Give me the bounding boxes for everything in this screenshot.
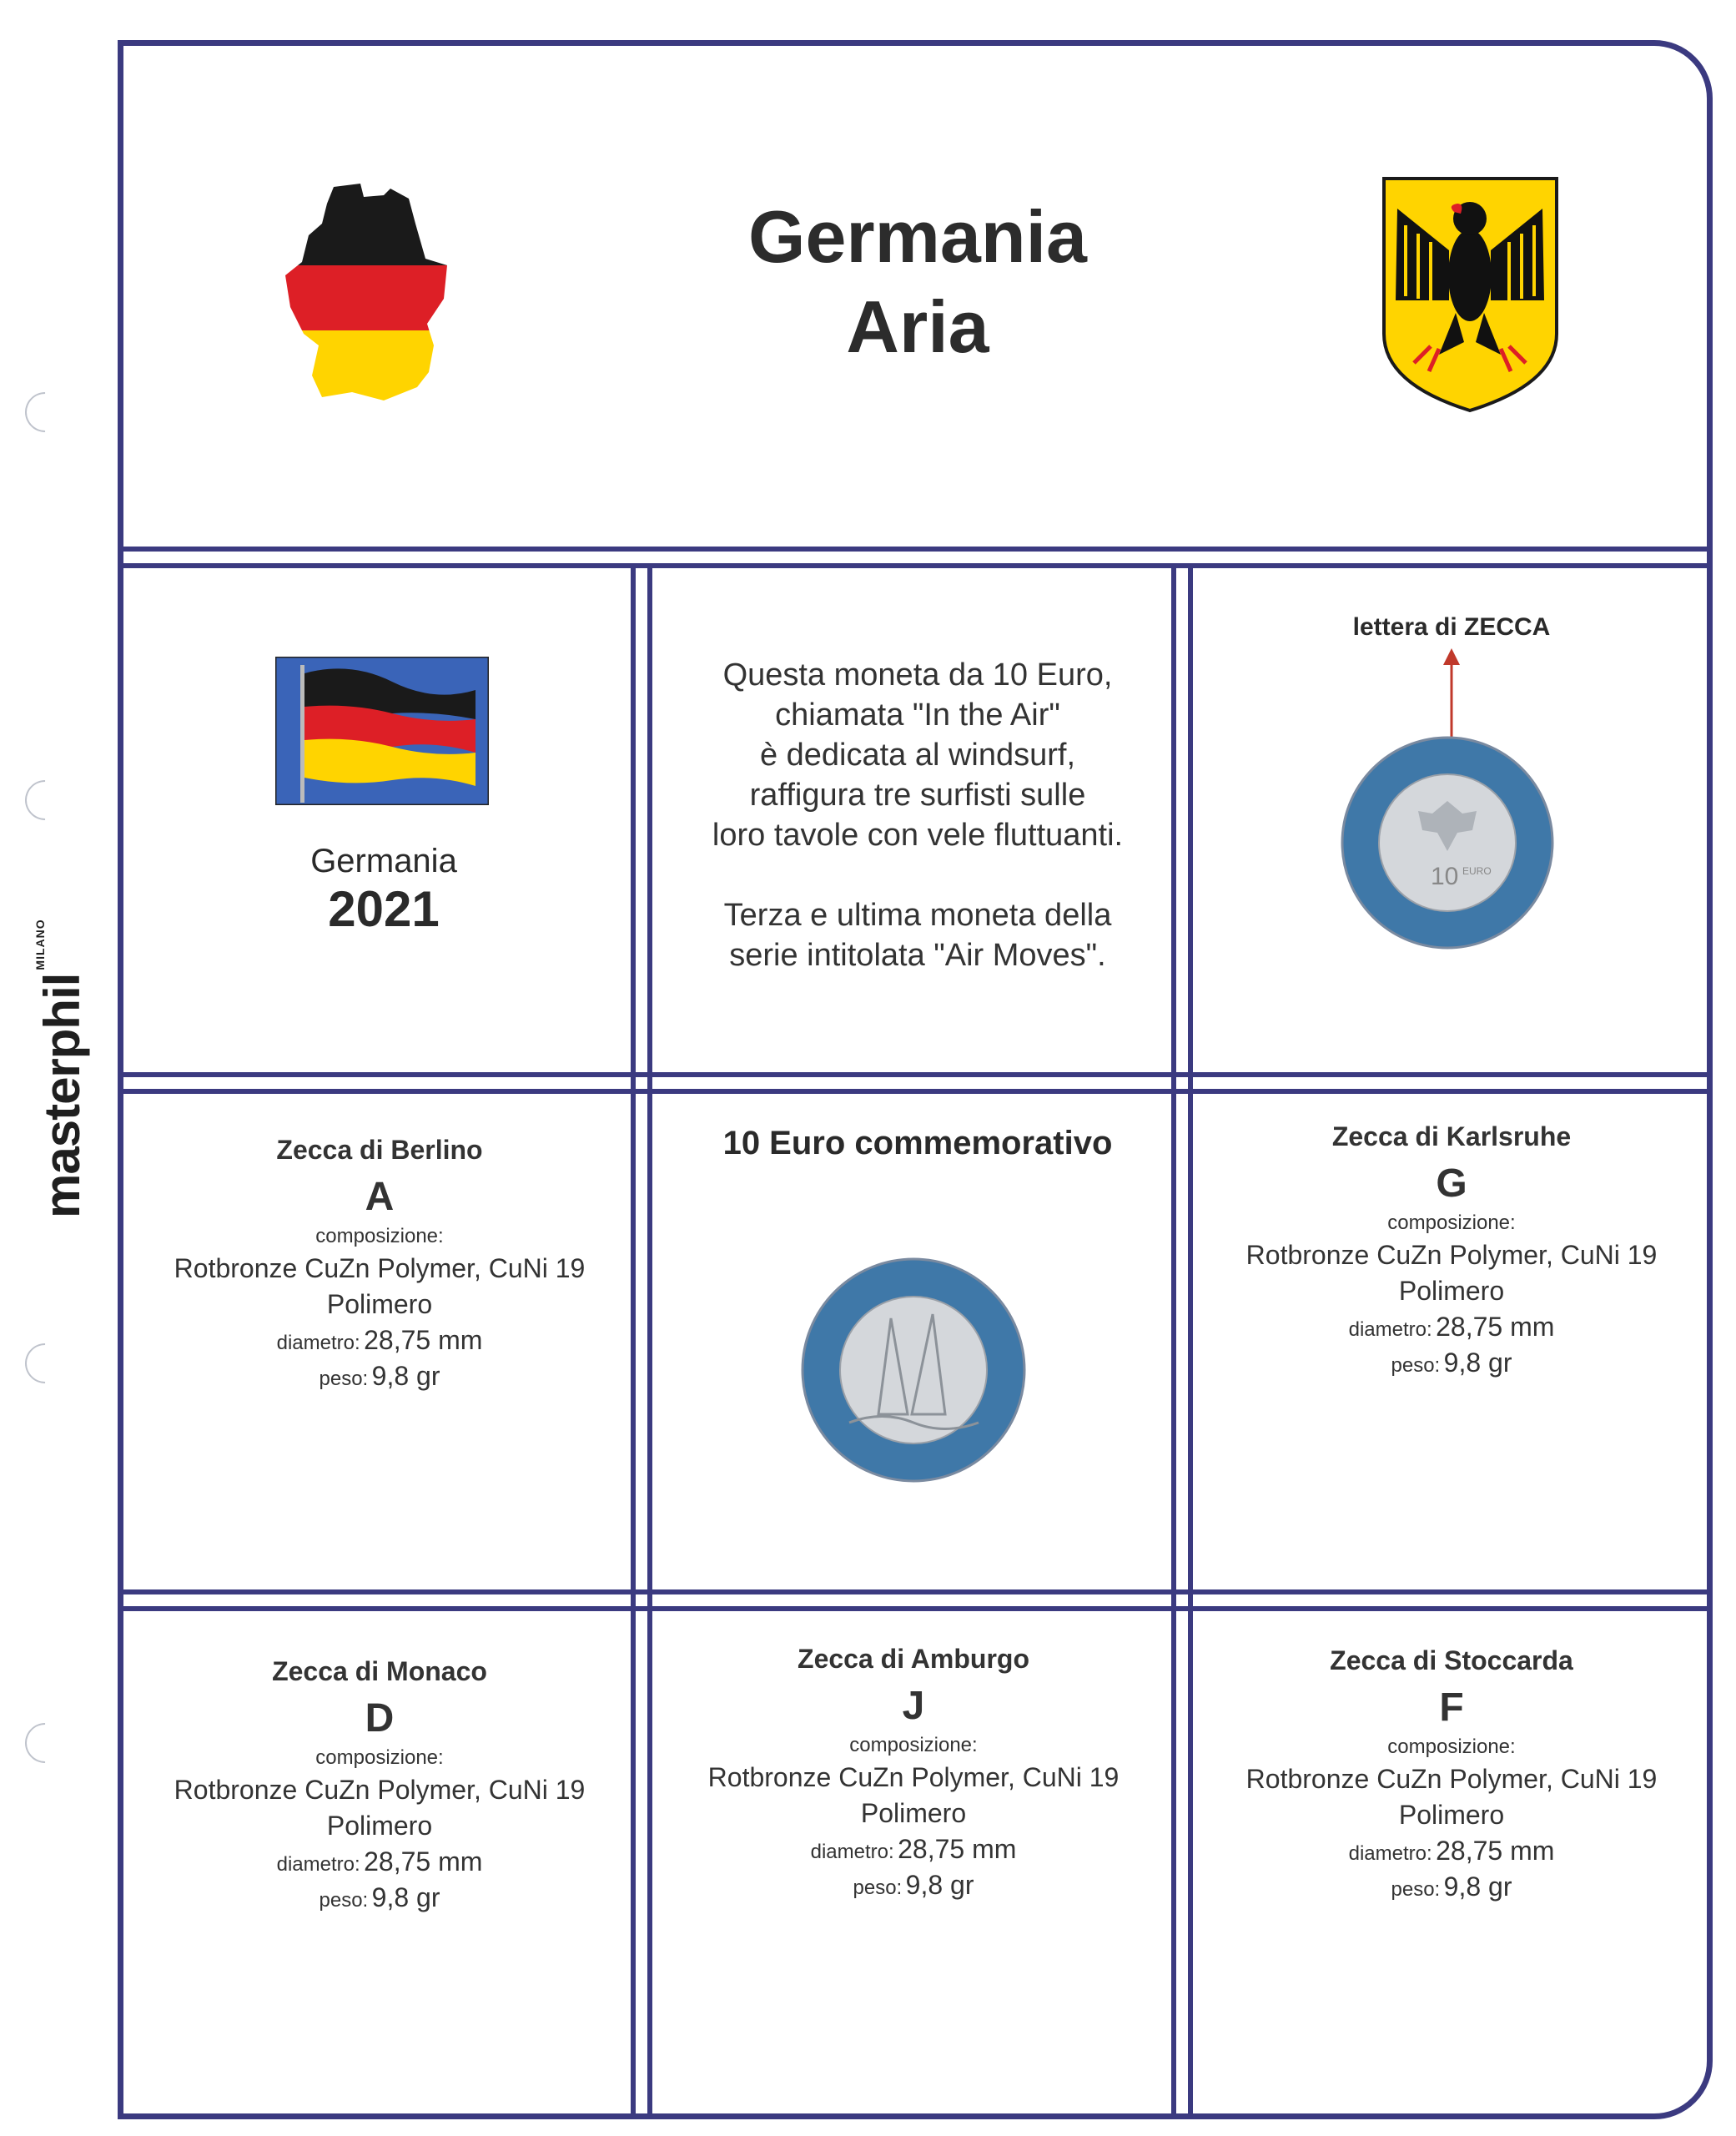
composition-label: composizione:: [315, 1746, 444, 1769]
diameter-label: diametro:: [1348, 1842, 1432, 1865]
commemorative-title: 10 Euro commemorativo: [722, 1125, 1113, 1161]
coat-of-arms-icon: [1381, 175, 1560, 413]
weight-label: peso:: [1391, 1878, 1441, 1901]
weight-value: 9,8 gr: [1443, 1872, 1512, 1902]
brand-logo: [33, 919, 91, 1218]
composition-value: Rotbronze CuZn Polymer, CuNi 19: [174, 1775, 586, 1805]
weight-value: 9,8 gr: [1443, 1348, 1512, 1378]
composition-value: Rotbronze CuZn Polymer, CuNi 19: [1245, 1764, 1658, 1794]
mint-letter: J: [902, 1684, 925, 1728]
weight-label: peso:: [853, 1877, 903, 1899]
diameter-value: 28,75 mm: [1436, 1836, 1555, 1866]
composition-label: composizione:: [849, 1734, 978, 1756]
material-value: Polimero: [1398, 1276, 1505, 1306]
divider-band: [123, 1072, 1707, 1094]
binder-hole: [17, 1335, 73, 1392]
mint-card: [150, 1656, 609, 1913]
binder-hole: [17, 1715, 73, 1771]
composition-value: Rotbronze CuZn Polymer, CuNi 19: [174, 1253, 586, 1283]
diameter-value: 28,75 mm: [898, 1834, 1017, 1864]
title-line-1: Germania: [748, 195, 1087, 278]
mint-letter: D: [365, 1696, 395, 1741]
coin-unit: EURO: [1462, 865, 1492, 877]
description-line: chiamata "In the Air": [775, 698, 1060, 733]
weight-value: 9,8 gr: [905, 1870, 974, 1900]
coin-reverse-image: [799, 1256, 1028, 1484]
material-value: Polimero: [860, 1798, 967, 1828]
mint-card: [150, 1135, 609, 1392]
material-value: Polimero: [1398, 1800, 1505, 1830]
mint-letter: G: [1436, 1161, 1467, 1206]
germany-map-icon: [284, 182, 459, 407]
material-value: Polimero: [326, 1811, 433, 1841]
binder-hole: [17, 384, 73, 441]
composition-label: composizione:: [1387, 1736, 1516, 1758]
weight-value: 9,8 gr: [371, 1882, 440, 1912]
waving-flag-icon: [275, 657, 489, 805]
diameter-value: 28,75 mm: [364, 1846, 483, 1877]
mint-letter: F: [1439, 1685, 1464, 1730]
mint-card: [680, 1644, 1147, 1901]
weight-label: peso:: [319, 1889, 369, 1912]
divider-band: [123, 1589, 1707, 1611]
coin-obverse-image: [1339, 734, 1556, 951]
divider-band: [1171, 568, 1193, 2113]
description-line: serie intitolata "Air Moves".: [729, 938, 1106, 973]
material-value: Polimero: [326, 1289, 433, 1319]
brand-city: MILANO: [33, 919, 47, 970]
weight-value: 9,8 gr: [371, 1361, 440, 1391]
page-title: [651, 192, 1185, 372]
mint-letter: A: [365, 1175, 395, 1219]
composition-label: composizione:: [1387, 1212, 1516, 1234]
composition-value: Rotbronze CuZn Polymer, CuNi 19: [707, 1762, 1120, 1792]
description-line: loro tavole con vele fluttuanti.: [712, 818, 1124, 853]
diameter-label: diametro:: [276, 1853, 360, 1876]
divider-band: [123, 547, 1707, 568]
description-line: è dedicata al windsurf,: [759, 738, 1076, 773]
mint-name: Zecca di Karlsruhe: [1331, 1121, 1572, 1151]
diameter-value: 28,75 mm: [1436, 1312, 1555, 1342]
mint-name: Zecca di Stoccarda: [1330, 1645, 1573, 1675]
mint-name: Zecca di Amburgo: [798, 1644, 1029, 1674]
year: 2021: [328, 881, 440, 937]
diameter-value: 28,75 mm: [364, 1325, 483, 1355]
composition-label: composizione:: [315, 1225, 444, 1247]
description-line: Terza e ultima moneta della: [723, 898, 1112, 933]
mint-card: [1218, 1645, 1685, 1902]
diameter-label: diametro:: [1348, 1318, 1432, 1341]
description-line: Questa moneta da 10 Euro,: [722, 657, 1113, 693]
description-line: raffigura tre surfisti sulle: [749, 778, 1086, 813]
coin-value: 10: [1431, 863, 1459, 890]
country-name: Germania: [310, 843, 457, 879]
mint-name: Zecca di Berlino: [276, 1135, 483, 1165]
diameter-label: diametro:: [276, 1332, 360, 1354]
mint-name: Zecca di Monaco: [272, 1656, 487, 1686]
divider-band: [631, 568, 652, 2113]
weight-label: peso:: [1391, 1354, 1441, 1377]
composition-value: Rotbronze CuZn Polymer, CuNi 19: [1245, 1240, 1658, 1270]
weight-label: peso:: [319, 1368, 369, 1390]
brand-name: masterphil: [34, 973, 90, 1218]
country-info: [217, 843, 551, 938]
binder-hole: [17, 772, 73, 829]
mint-mark-label: lettera di ZECCA: [1352, 613, 1551, 641]
mint-card: [1218, 1121, 1685, 1378]
coin-description: [684, 655, 1151, 975]
title-line-2: Aria: [846, 285, 989, 368]
diameter-label: diametro:: [810, 1841, 894, 1863]
